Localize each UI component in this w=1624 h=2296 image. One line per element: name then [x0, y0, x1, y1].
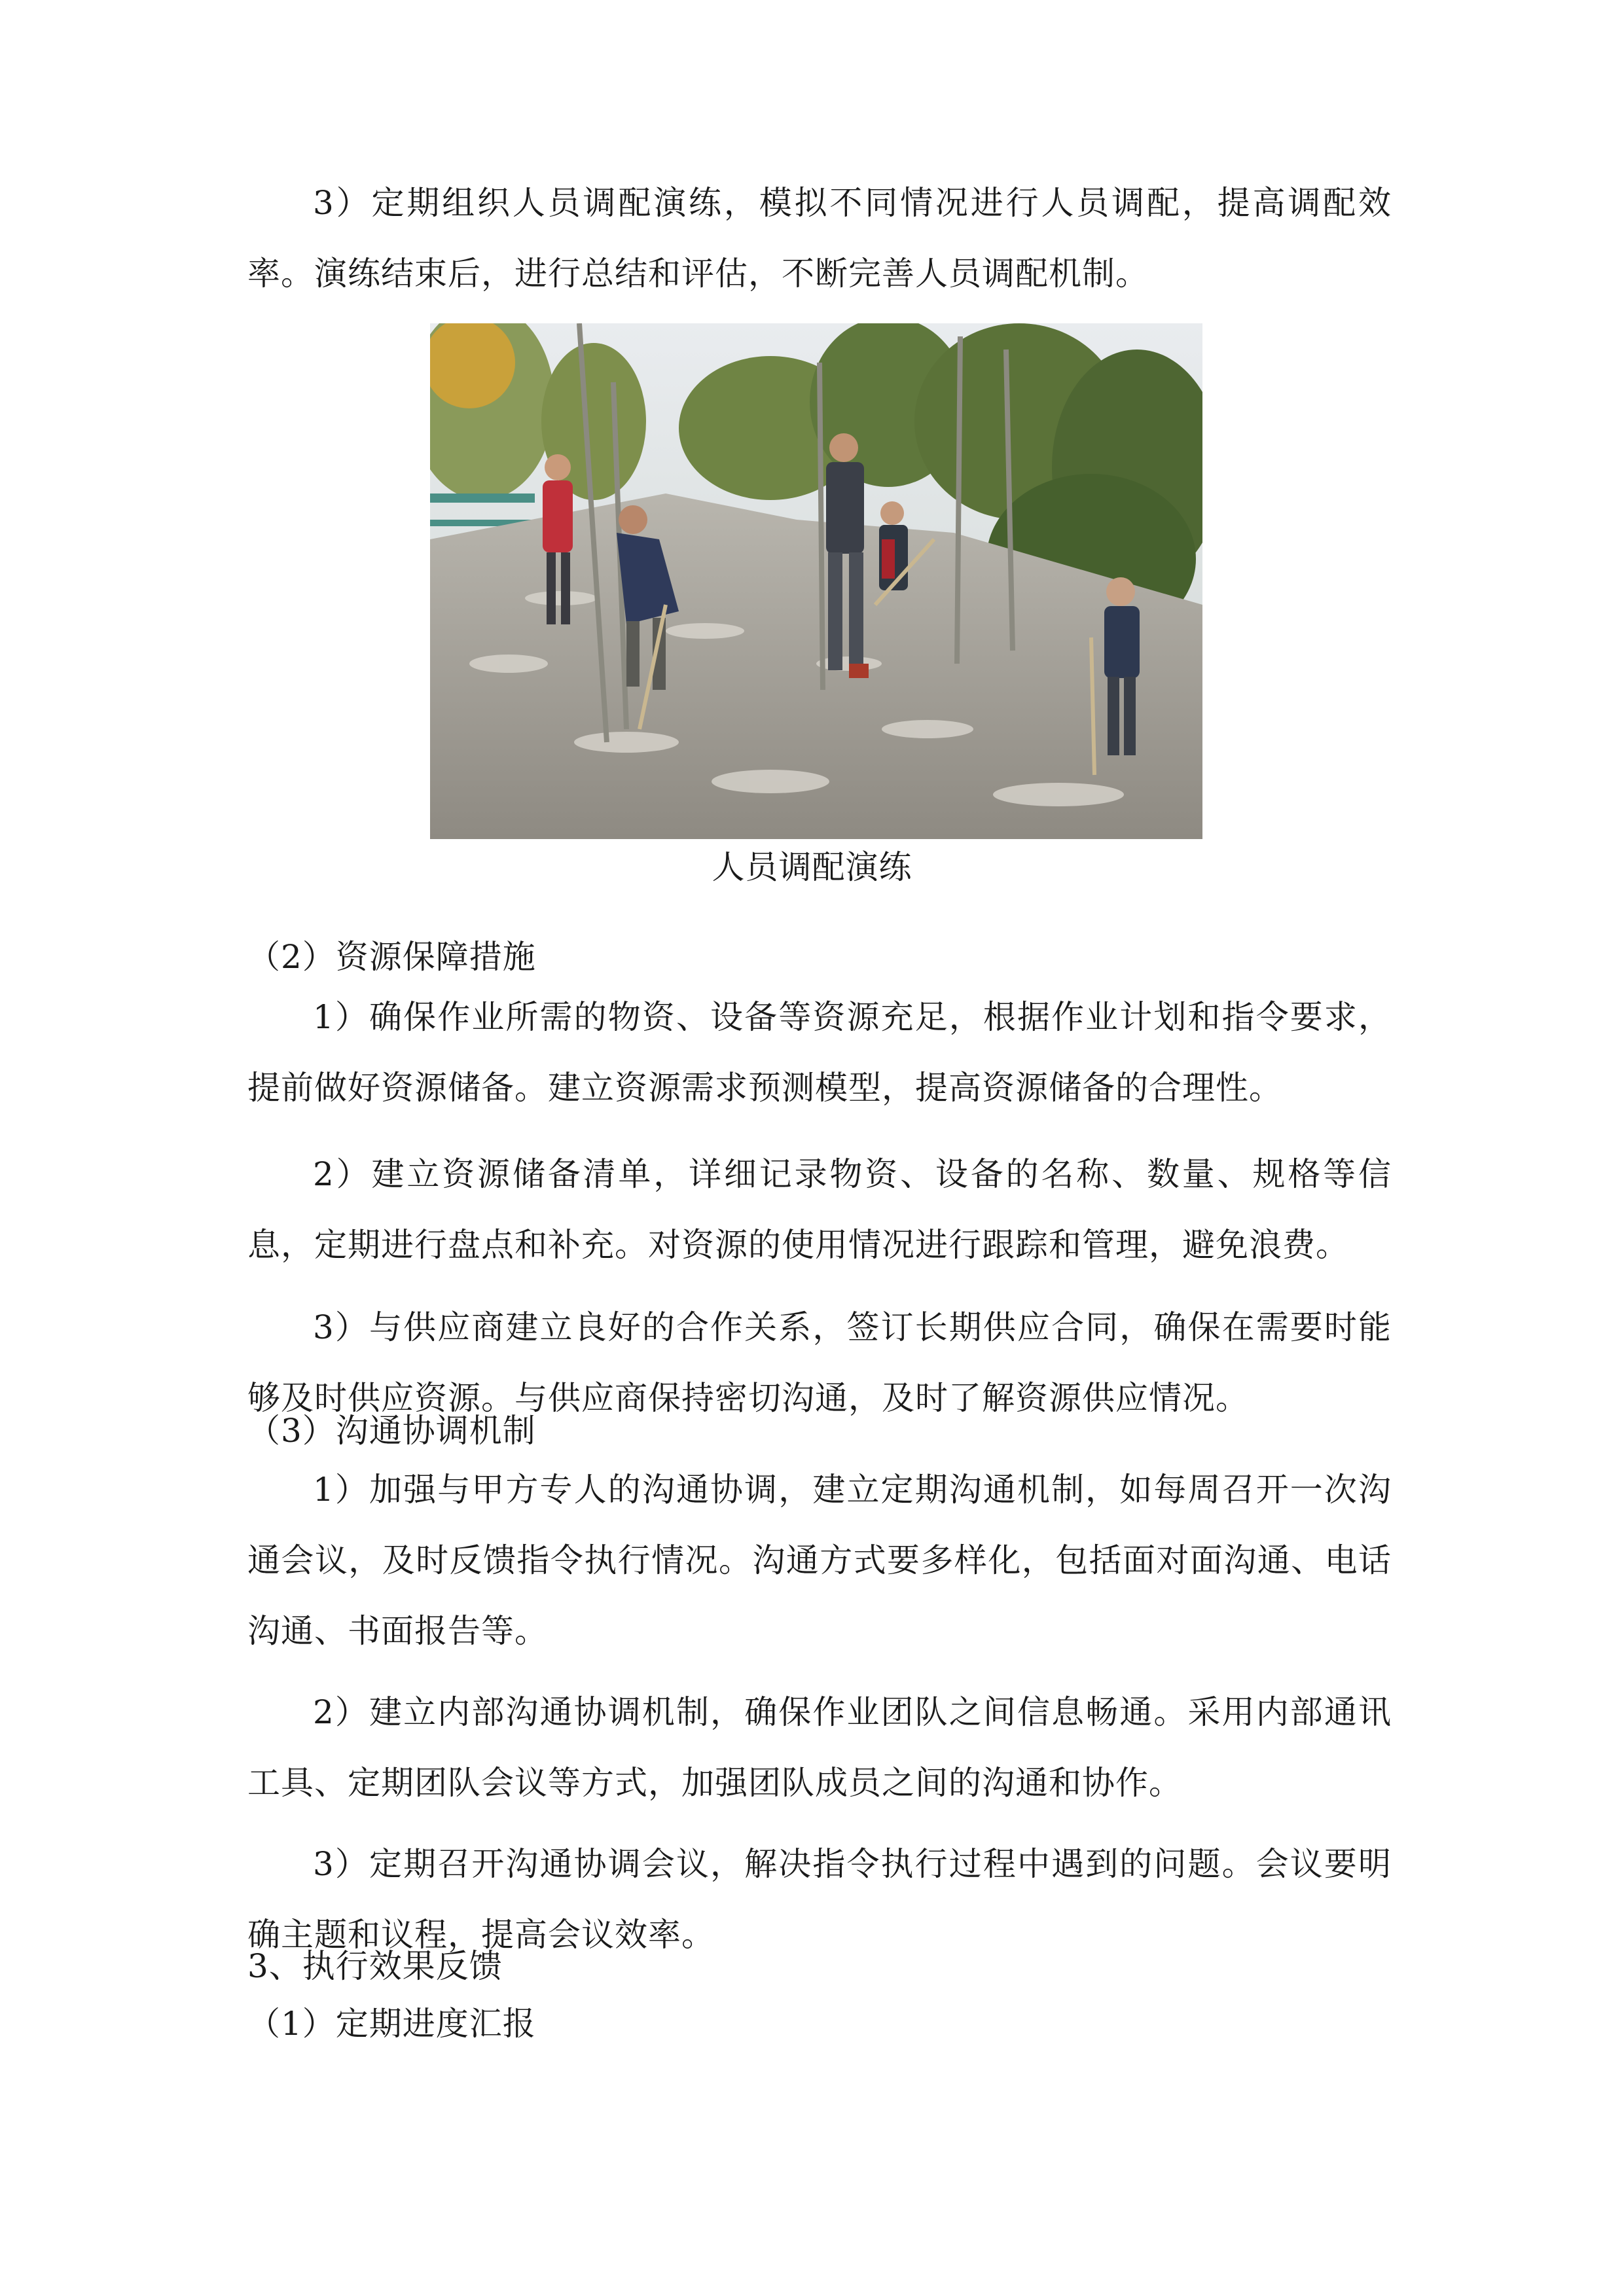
paragraph-communication-2: 2）建立内部沟通协调机制，确保作业团队之间信息畅通。采用内部通讯工具、定期团队会议等方式，加强团队成员之间的沟通和协作。	[247, 1693, 1392, 1802]
section-heading-resource: （2）资源保障措施	[247, 938, 536, 976]
paragraph-drill: 3）定期组织人员调配演练，模拟不同情况进行人员调配，提高调配效率。演练结束后，进行总结和评估，不断完善人员调配机制。	[247, 184, 1392, 293]
section-heading-progress-report: （1）定期进度汇报	[247, 2005, 536, 2043]
paragraph-communication-1: 1）加强与甲方专人的沟通协调，建立定期沟通机制，如每周召开一次沟通会议，及时反馈指令执行情况。沟通方式要多样化，包括面对面沟通、电话沟通、书面报告等。	[247, 1471, 1392, 1650]
section-heading-feedback: 3、执行效果反馈	[247, 1947, 503, 1985]
paragraph-resource-2: 2）建立资源储备清单，详细记录物资、设备的名称、数量、规格等信息，定期进行盘点和补充。对资源的使用情况进行跟踪和管理，避免浪费。	[247, 1155, 1392, 1264]
paragraph-resource-3: 3）与供应商建立良好的合作关系，签订长期供应合同，确保在需要时能够及时供应资源。与供应商保持密切沟通，及时了解资源供应情况。	[247, 1308, 1392, 1417]
section-heading-communication: （3）沟通协调机制	[247, 1412, 536, 1450]
paragraph-communication-3: 3）定期召开沟通协调会议，解决指令执行过程中遇到的问题。会议要明确主题和议程，提高会议效率。	[247, 1845, 1392, 1954]
photo-personnel-drill	[430, 323, 1202, 839]
figure-caption: 人员调配演练	[712, 848, 912, 886]
paragraph-resource-1: 1）确保作业所需的物资、设备等资源充足，根据作业计划和指令要求，提前做好资源储备。建立资源需求预测模型，提高资源储备的合理性。	[247, 998, 1392, 1107]
